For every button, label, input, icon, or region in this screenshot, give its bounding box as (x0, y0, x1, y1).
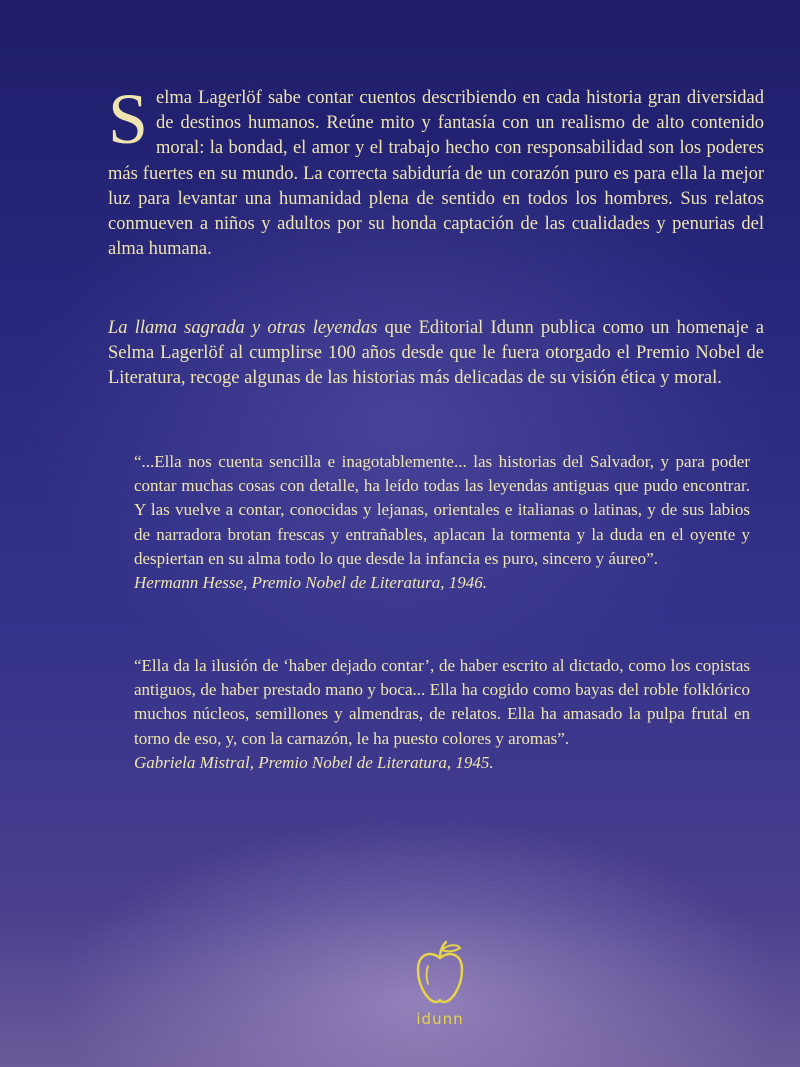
intro-paragraph (108, 79, 764, 262)
publisher-logo (400, 940, 480, 1040)
book-title: La llama sagrada y otras leyendas (108, 318, 378, 338)
tribute-paragraph (108, 316, 764, 392)
publisher-name: idunn (416, 1010, 464, 1028)
intro-text: elma Lagerlöf sabe contar cuentos describiendo en cada historia gran diversidad de destinos humanos. Reúne mito y fantasía con un realismo de alto contenido moral: la bondad, el amor y el trabajo hecho con responsabilidad son los poderes más fuertes en su mundo. La correcta sabiduría de un corazón puro es para ella la mejor luz para levantar una humanidad plena de sentido en todos los hombres. Sus relatos conmueven a niños y adultos por su honda captación de las cualidades y penurias del alma humana. (108, 88, 764, 260)
quote-hesse (134, 450, 750, 595)
quote-mistral (134, 654, 750, 775)
quote-text: “...Ella nos cuenta sencilla e inagotablemente... las historias del Salvador, y para poder contar muchas cosas con detalle, ha leído todas las leyendas antiguas que pudo encontrar. Y las vuelve a contar, conocidas y lejanas, orientales e italianas o latinas, y de sus labios de narradora brotan frescas y entrañables, aplacan la tormenta y la duda en el oyente y despiertan en su alma todo lo que desde la infancia es puro, sincero y áureo”. (134, 452, 750, 568)
quote-text: “Ella da la ilusión de ‘haber dejado contar’, de haber escrito al dictado, como los copistas antiguos, de haber prestado mano y boca... Ella ha cogido como bayas del roble folklórico muchos núcleos, semillones y almendras, de relatos. Ella ha amasado la pulpa frutal en torno de eso, y, con la carnazón, le ha puesto colores y aromas”. (134, 656, 750, 748)
tribute-text: que Editorial Idunn publica como un homenaje a Selma Lagerlöf al cumplirse 100 años desde que le fuera otorgado el Premio Nobel de Literatura, recoge algunas de las historias más delicadas de su visión ética y moral. (108, 318, 764, 389)
drop-cap: S (108, 79, 149, 159)
apple-icon (412, 940, 468, 1008)
quote-attribution: Hermann Hesse, Premio Nobel de Literatura, 1946. (134, 573, 488, 593)
quote-attribution: Gabriela Mistral, Premio Nobel de Literatura, 1945. (134, 752, 494, 772)
